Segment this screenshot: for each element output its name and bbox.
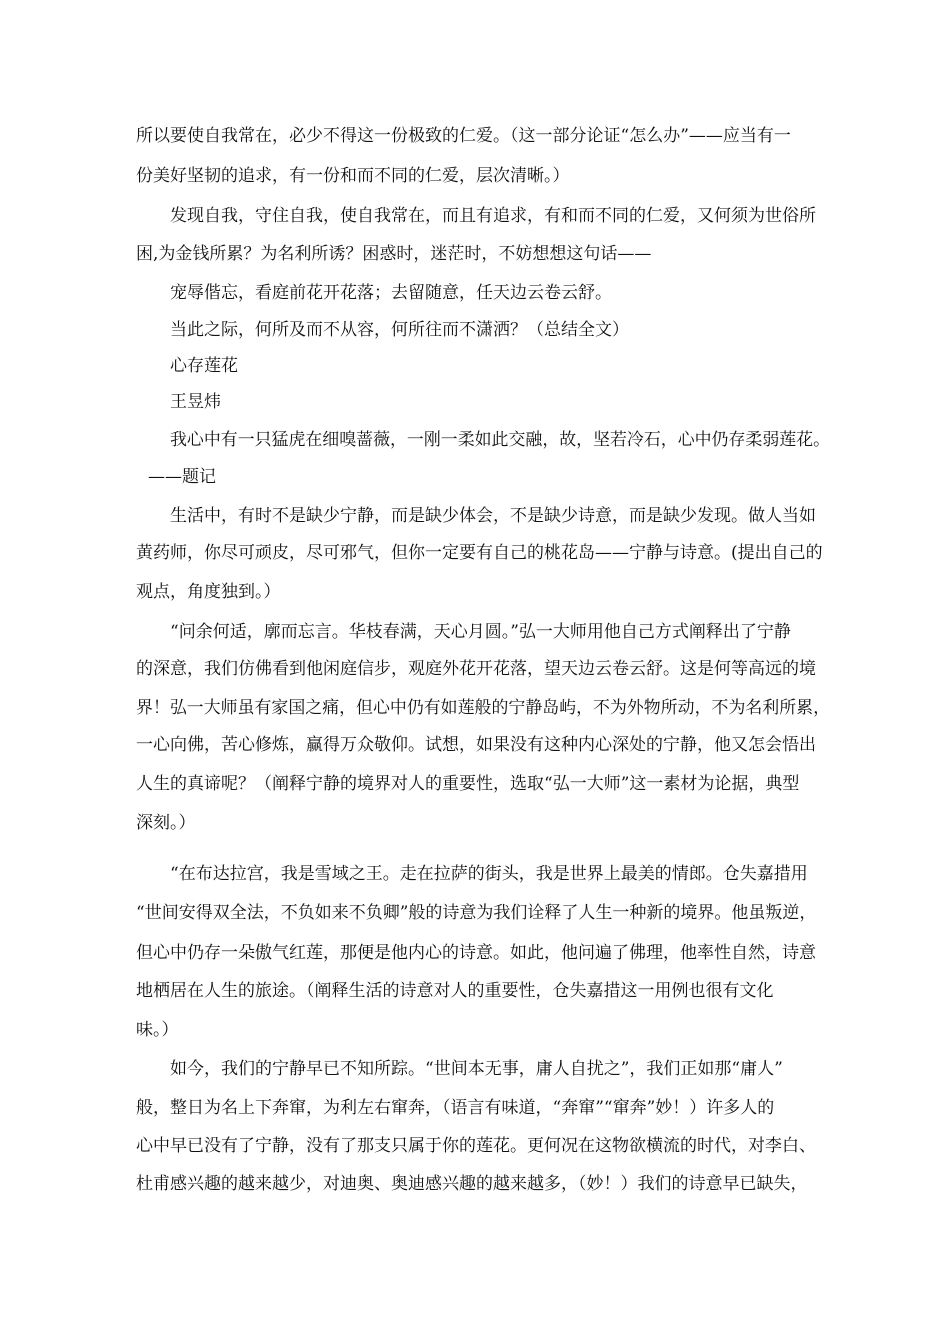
text-line: 如今，我们的宁静早已不知所踪。“世间本无事，庸人自扰之”，我们正如那“庸人” [170,1059,783,1079]
text-line: 般，整日为名上下奔窜，为利左右窜奔，（语言有味道，“奔窜”“窜奔”妙！）许多人的 [136,1098,775,1118]
text-line: 杜甫感兴趣的越来越少，对迪奥、奥迪感兴趣的越来越多，（妙！）我们的诗意早已缺失， [136,1174,808,1194]
text-line: 黄药师，你尽可顽皮，尽可邪气，但你一定要有自己的桃花岛——宁静与诗意。(提出自己的 [136,543,823,563]
text-line: 发现自我，守住自我，使自我常在，而且有追求，有和而不同的仁爱，又何须为世俗所 [170,206,816,226]
epigraph-label: ——题记 [148,467,216,487]
text-line: 的深意，我们仿佛看到他闲庭信步，观庭外花开花落，望天边云卷云舒。这是何等高远的境 [136,659,816,679]
text-line: 生活中，有时不是缺少宁静，而是缺少体会，不是缺少诗意，而是缺少发现。做人当如 [170,506,816,526]
text-line: 地栖居在人生的旅途。（阐释生活的诗意对人的重要性，仓失嘉措这一用例也很有文化 [136,981,774,1001]
text-line: 深刻。） [136,813,196,833]
text-line: 人生的真谛呢？（阐释宁静的境界对人的重要性，选取“弘一大师”这一素材为论据，典型 [136,774,800,794]
text-line: 份美好坚韧的追求，有一份和而不同的仁爱，层次清晰。） [136,166,570,186]
text-line: 困,为金钱所累？为名利所诱？困惑时，迷茫时，不妨想想这句话—— [136,244,652,264]
text-line: 当此之际，何所及而不从容，何所往而不潇洒？（总结全文） [170,320,629,340]
text-line: “世间安得双全法，不负如来不负卿”般的诗意为我们诠释了人生一种新的境界。他虽叛逆， [136,903,817,923]
text-line: “在布达拉宫，我是雪域之王。走在拉萨的街头，我是世界上最美的情郎。仓失嘉措用 [170,864,808,884]
essay-title: 心存莲花 [170,356,238,376]
text-line: 一心向佛，苦心修炼，赢得万众敬仰。试想，如果没有这种内心深处的宁静，他又怎会悟出 [136,735,816,755]
epigraph-text: 我心中有一只猛虎在细嗅蔷薇，一刚一柔如此交融，故，坚若冷石，心中仍存柔弱莲花。 [170,430,831,450]
essay-author: 王昱炜 [170,392,221,412]
text-line: “问余何适，廓而忘言。华枝春满，天心月圆。”弘一大师用他自己方式阐释出了宁静 [170,622,791,642]
text-line: 所以要使自我常在，必少不得这一份极致的仁爱。（这一部分论证“怎么办”——应当有一 [136,126,791,146]
text-line: 但心中仍存一朵傲气红莲，那便是他内心的诗意。如此，他问遍了佛理，他率性自然，诗意 [136,943,816,963]
text-line: 界！弘一大师虽有家国之痛，但心中仍有如莲般的宁静岛屿，不为外物所动，不为名利所累， [136,698,831,718]
text-line: 心中早已没有了宁静，没有了那支只属于你的莲花。更何况在这物欲横流的时代，对李白、 [136,1136,816,1156]
text-line: 观点，角度独到。） [136,582,281,602]
text-line: 宠辱偕忘，看庭前花开花落；去留随意，任天边云卷云舒。 [170,283,612,303]
text-line: 味。） [136,1020,179,1040]
